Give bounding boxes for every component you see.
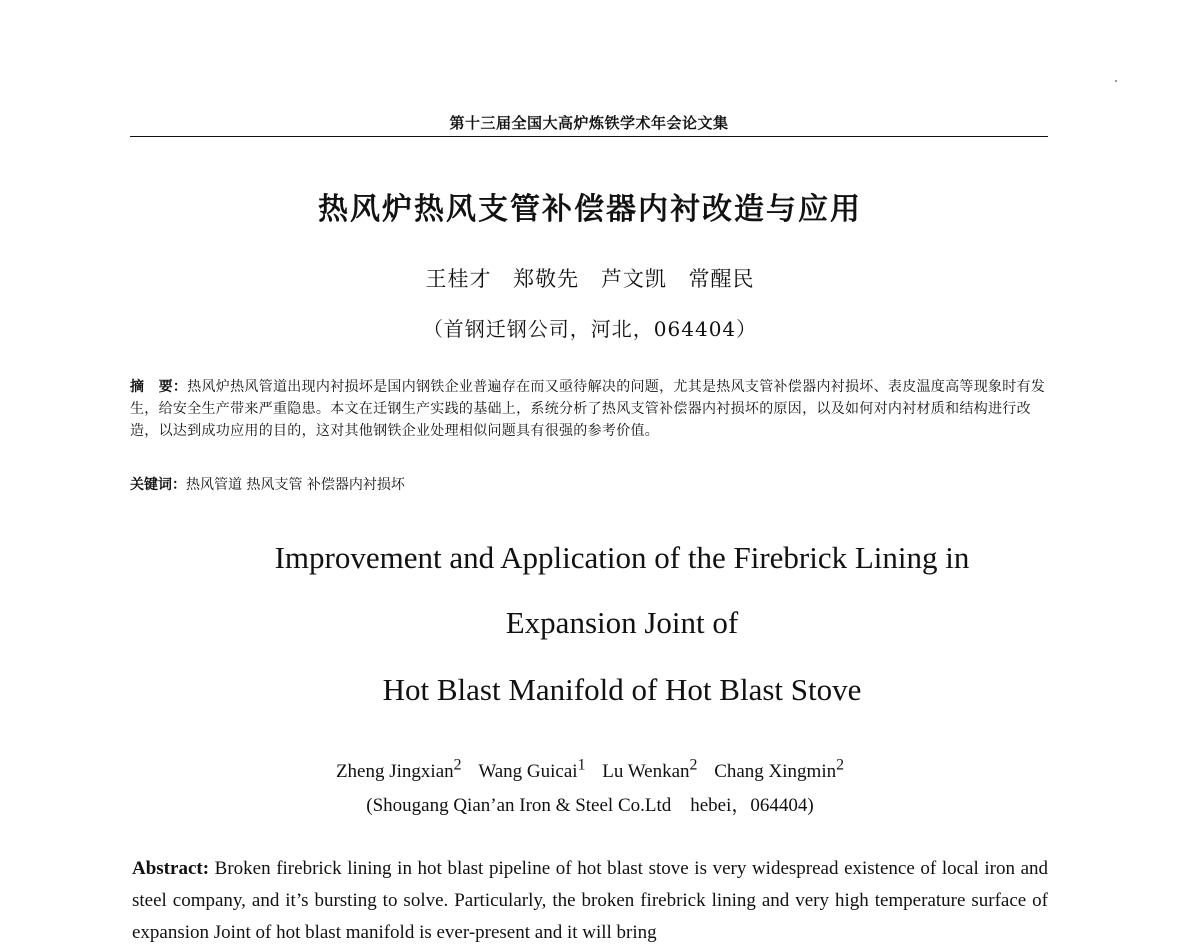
author-3 <box>602 757 698 783</box>
author-4 <box>714 757 845 783</box>
header-rule <box>130 136 1048 137</box>
chinese-title: 热风炉热风支管补偿器内衬改造与应用 <box>318 192 862 227</box>
author-1-name: Zheng Jingxian <box>335 761 454 783</box>
author-1-affil-mark: 2 <box>453 757 462 774</box>
running-head: 第十三届全国大高炉炼铁学术年会论文集 <box>449 114 729 132</box>
english-title-line-3: Hot Blast Manifold of Hot Blast Stove <box>382 672 862 707</box>
chinese-keywords <box>130 474 1050 496</box>
author-2-name: Wang Guicai <box>478 761 578 783</box>
author-2 <box>478 757 586 783</box>
chinese-abstract <box>130 376 1050 442</box>
author-4-affil-mark: 2 <box>836 757 845 774</box>
author-4-name: Chang Xingmin <box>714 761 837 783</box>
english-affiliation: (Shougang Qian’an Iron & Steel Co.Ltd hebei，064404) <box>366 795 814 816</box>
english-authors <box>0 757 1180 783</box>
chinese-abstract-label: 摘 要： <box>130 379 188 395</box>
chinese-keywords-label: 关键词： <box>130 477 186 493</box>
chinese-affiliation: （首钢迁钢公司，河北，064404） <box>422 317 758 341</box>
english-title-line-1: Improvement and Application of the Firebrick Lining in <box>274 540 970 575</box>
english-abstract-label: Abstract: <box>132 858 210 879</box>
author-2-affil-mark: 1 <box>577 757 586 774</box>
chinese-keywords-text: 热风管道 热风支管 补偿器内衬损坏 <box>186 477 405 493</box>
author-3-name: Lu Wenkan <box>602 761 690 783</box>
margin-mark <box>1115 80 1117 82</box>
author-1 <box>335 757 462 783</box>
chinese-abstract-text: 热风炉热风管道出现内衬损坏是国内钢铁企业普遍存在而又亟待解决的问题，尤其是热风支管补偿器内衬损坏、表皮温度高等现象时有发生，给安全生产带来严重隐患。本文在迁钢生产实践的基础上，系统分析了热风支管补偿器内衬损坏的原因，以及如何对内衬材质和结构进行改造，以达到成功应用的目的，这对其他钢铁企业处理相似问题具有很强的参考价值。 <box>130 379 1046 439</box>
author-3-affil-mark: 2 <box>689 757 698 774</box>
english-abstract-text: Broken firebrick lining in hot blast pipeline of hot blast stove is very widespread existence of local iron and steel company, and it’s bursting to solve. Particularly, the broken firebrick lining and very high temperature surface of expansion Joint of hot blast manifold is ever-present and it will bring <box>132 858 1048 943</box>
english-title-line-2: Expansion Joint of <box>505 605 739 640</box>
chinese-authors: 王桂才 郑敬先 芦文凯 常醒民 <box>425 267 755 291</box>
english-abstract <box>132 853 1048 949</box>
